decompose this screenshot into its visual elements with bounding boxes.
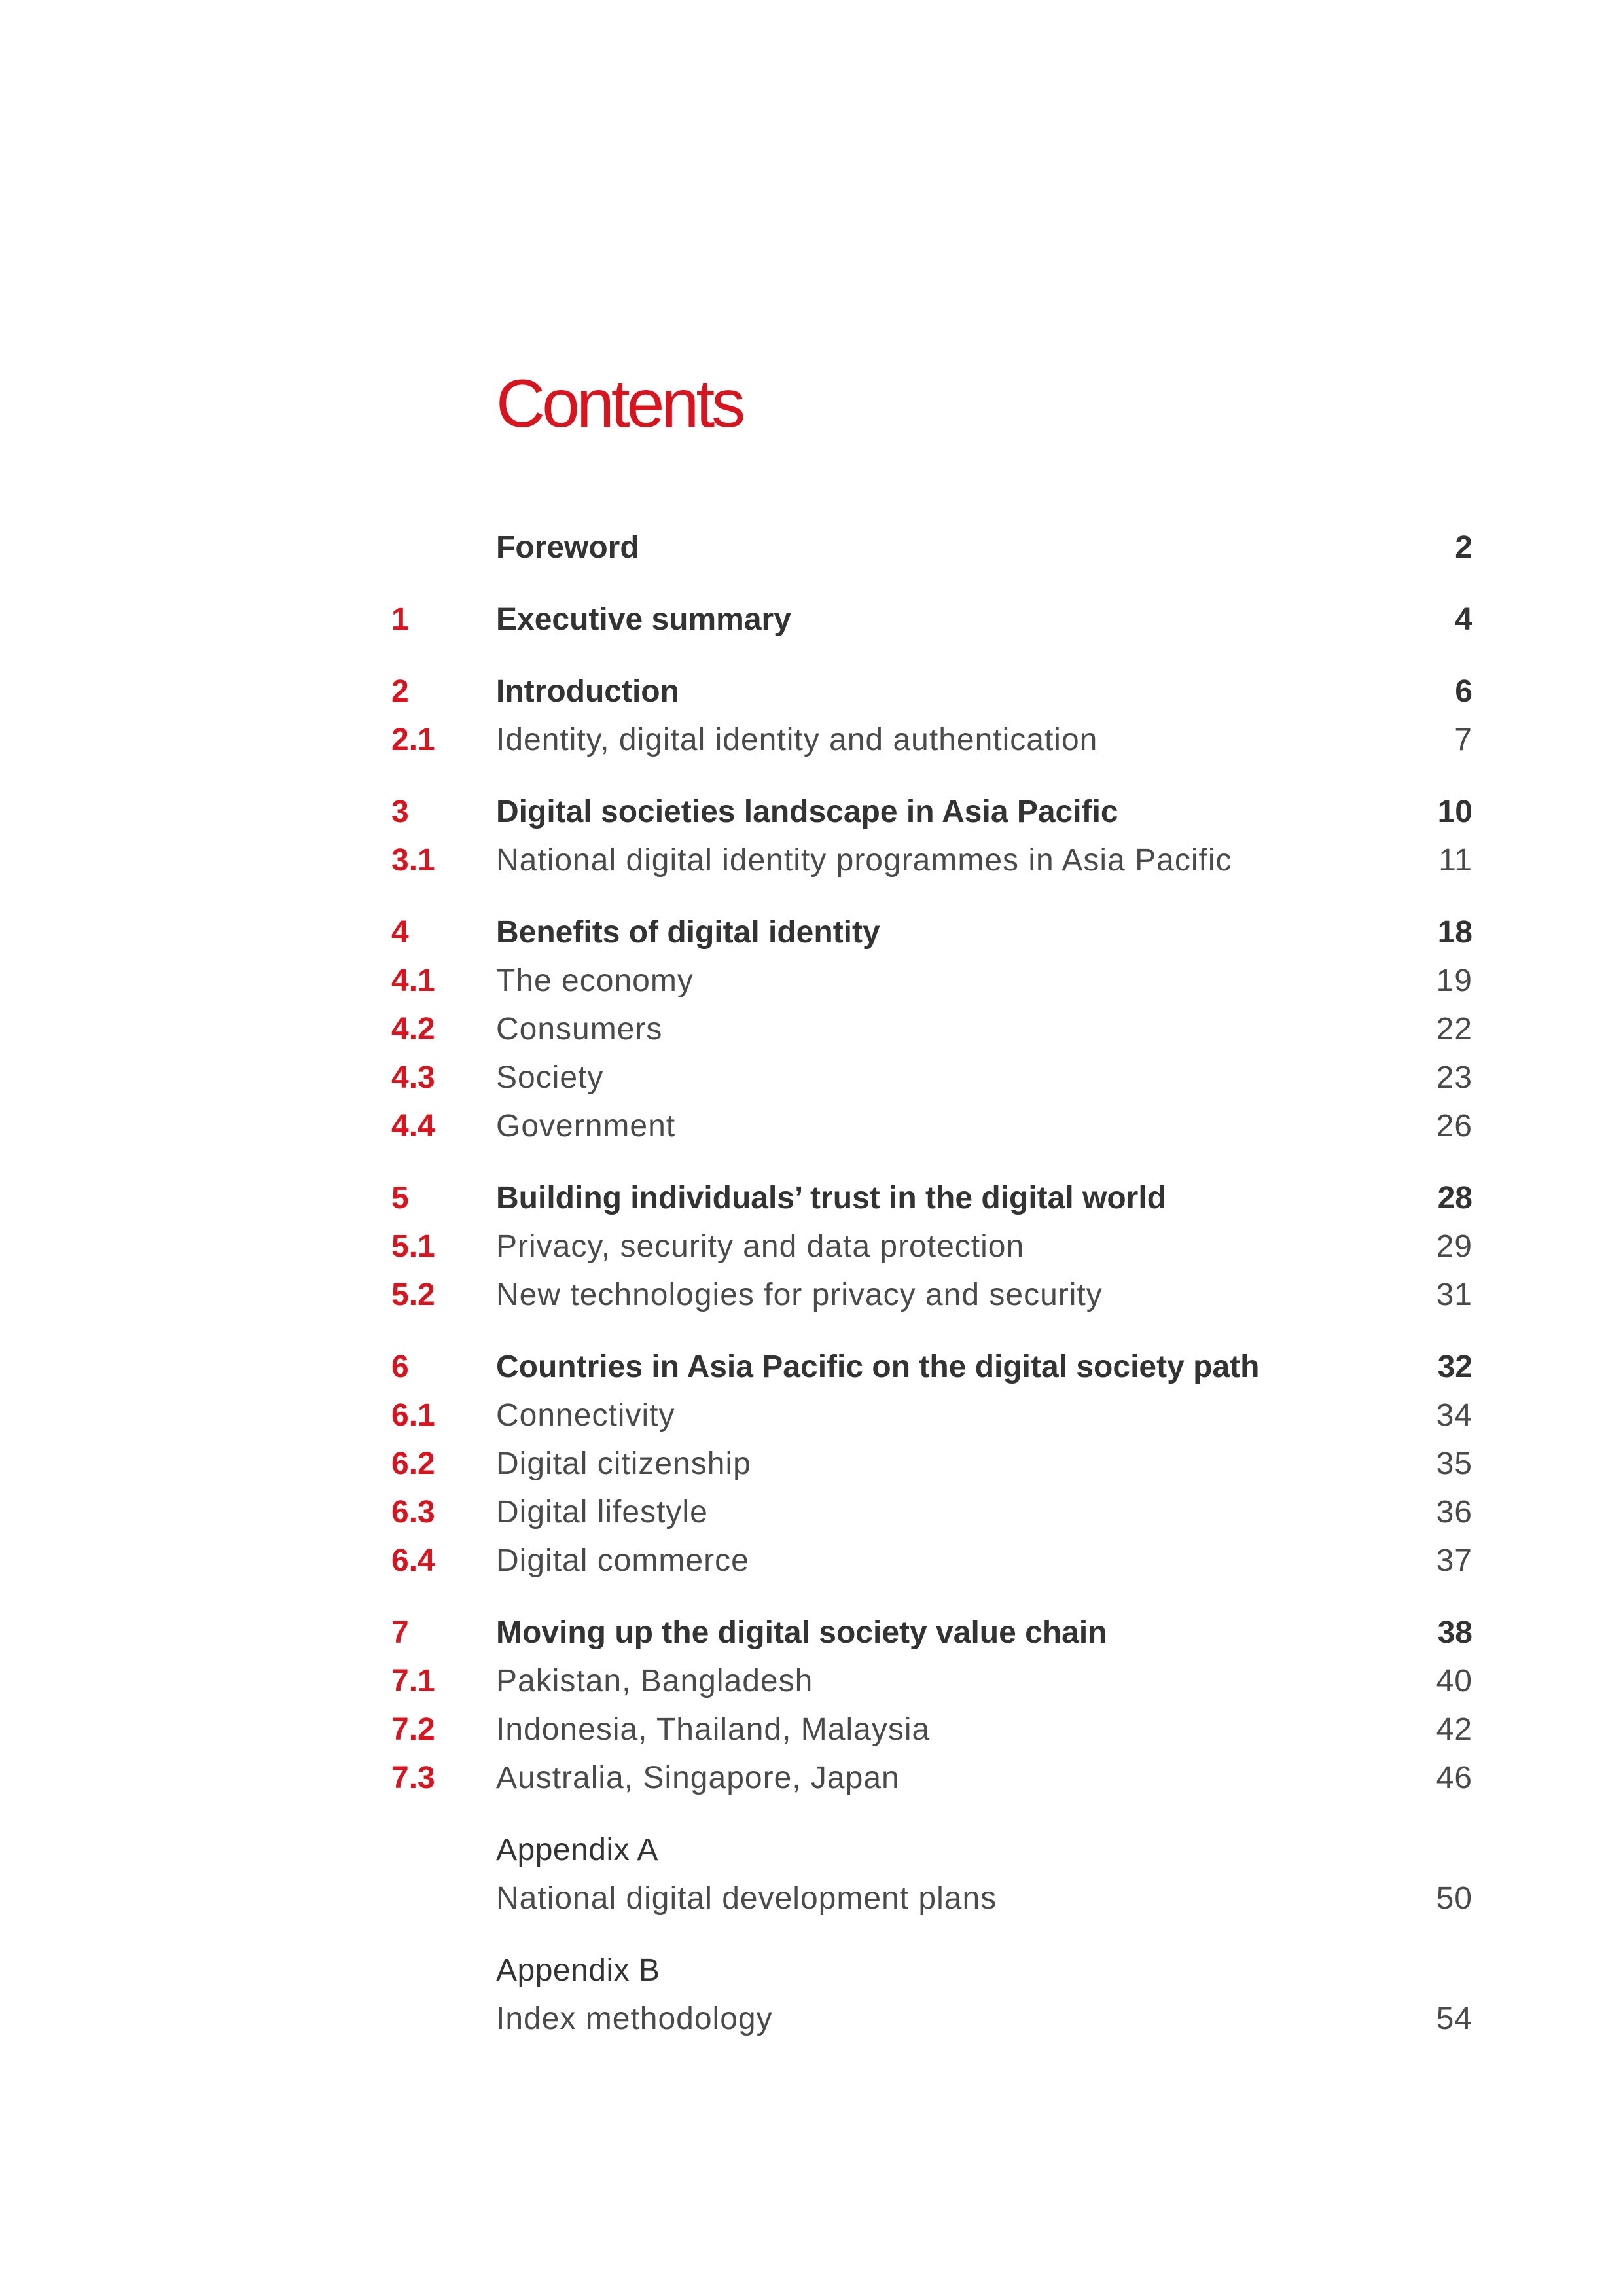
toc-entry[interactable] <box>391 1754 1472 1803</box>
section-number: 6.2 <box>391 1446 435 1481</box>
section-number: 5.1 <box>391 1229 435 1264</box>
toc-entry[interactable] <box>391 524 1472 572</box>
section-title: Index methodology <box>496 2001 773 2036</box>
toc-entry[interactable] <box>391 1706 1472 1754</box>
section-number: 7.2 <box>391 1712 435 1747</box>
section-title: Appendix B <box>496 1953 660 1988</box>
section-title: New technologies for privacy and security <box>496 1278 1103 1312</box>
section-number: 4.2 <box>391 1012 435 1047</box>
toc-entry[interactable] <box>391 1005 1472 1054</box>
page-number: 46 <box>1436 1761 1472 1795</box>
toc-entry[interactable] <box>391 1174 1472 1223</box>
toc-entry[interactable] <box>391 1609 1472 1657</box>
section-number: 1 <box>391 602 409 637</box>
toc-entry[interactable] <box>391 1343 1472 1391</box>
section-title: Digital societies landscape in Asia Pacific <box>496 795 1118 829</box>
section-number: 2.1 <box>391 723 435 757</box>
section-number: 4.1 <box>391 963 435 998</box>
toc-entry[interactable] <box>391 716 1472 764</box>
toc-entry[interactable] <box>391 1874 1472 1923</box>
section-title: Building individuals’ trust in the digital world <box>496 1181 1167 1215</box>
toc-entry[interactable] <box>391 908 1472 957</box>
toc-entry[interactable] <box>391 1271 1472 1319</box>
toc-entry[interactable] <box>391 1102 1472 1151</box>
page-number: 23 <box>1436 1060 1472 1095</box>
page-number: 29 <box>1436 1229 1472 1264</box>
page-number: 19 <box>1436 963 1472 998</box>
section-title: Privacy, security and data protection <box>496 1229 1025 1264</box>
section-title: Society <box>496 1060 604 1095</box>
section-number: 4.3 <box>391 1060 435 1095</box>
section-title: Digital commerce <box>496 1543 749 1578</box>
toc-entry[interactable] <box>391 1391 1472 1440</box>
page-number: 54 <box>1436 2001 1472 2036</box>
page-number: 11 <box>1438 843 1472 878</box>
section-title: Moving up the digital society value chain <box>496 1615 1107 1650</box>
page-number: 35 <box>1436 1446 1472 1481</box>
page-number: 40 <box>1436 1664 1472 1698</box>
toc-entry[interactable] <box>391 1826 1472 1874</box>
section-number: 2 <box>391 674 409 709</box>
page-number: 37 <box>1436 1543 1472 1578</box>
section-title: The economy <box>496 963 694 998</box>
toc-entry[interactable] <box>391 1537 1472 1585</box>
toc-entry[interactable] <box>391 1995 1472 2043</box>
section-number: 3 <box>391 795 409 829</box>
section-number: 6 <box>391 1350 409 1384</box>
page-number: 6 <box>1455 674 1472 709</box>
section-title: National digital identity programmes in Asia Pacific <box>496 843 1232 878</box>
page-number: 2 <box>1455 530 1472 565</box>
section-title: Digital lifestyle <box>496 1495 708 1530</box>
toc-entry[interactable] <box>391 1657 1472 1706</box>
page-number: 32 <box>1437 1350 1472 1384</box>
page-number: 42 <box>1436 1712 1472 1747</box>
page-number: 10 <box>1437 795 1472 829</box>
section-number: 6.4 <box>391 1543 435 1578</box>
toc-entry[interactable] <box>391 1223 1472 1271</box>
page-number: 28 <box>1437 1181 1472 1215</box>
section-number: 7 <box>391 1615 409 1650</box>
section-title: Australia, Singapore, Japan <box>496 1761 900 1795</box>
page-title: Contents <box>496 366 743 442</box>
toc-entry[interactable] <box>391 668 1472 716</box>
page-number: 50 <box>1436 1881 1472 1916</box>
section-title: Government <box>496 1109 676 1143</box>
table-of-contents <box>391 524 1472 2043</box>
section-title: Indonesia, Thailand, Malaysia <box>496 1712 931 1747</box>
section-number: 7.1 <box>391 1664 435 1698</box>
section-number: 7.3 <box>391 1761 435 1795</box>
toc-entry[interactable] <box>391 788 1472 836</box>
section-number: 5.2 <box>391 1278 435 1312</box>
section-number: 5 <box>391 1181 409 1215</box>
section-title: Executive summary <box>496 602 791 637</box>
toc-entry[interactable] <box>391 596 1472 644</box>
section-title: Countries in Asia Pacific on the digital society path <box>496 1350 1260 1384</box>
toc-entry[interactable] <box>391 836 1472 885</box>
toc-entry[interactable] <box>391 1054 1472 1102</box>
section-number: 4.4 <box>391 1109 435 1143</box>
page-number: 4 <box>1455 602 1472 637</box>
section-title: Digital citizenship <box>496 1446 751 1481</box>
section-title: Introduction <box>496 674 679 709</box>
page-number: 22 <box>1436 1012 1472 1047</box>
section-number: 6.1 <box>391 1398 435 1433</box>
page-number: 34 <box>1436 1398 1472 1433</box>
page-number: 26 <box>1436 1109 1472 1143</box>
page-number: 36 <box>1436 1495 1472 1530</box>
section-title: Connectivity <box>496 1398 675 1433</box>
toc-entry[interactable] <box>391 1488 1472 1537</box>
section-title: Benefits of digital identity <box>496 915 880 950</box>
section-number: 4 <box>391 915 409 950</box>
page-number: 7 <box>1454 723 1472 757</box>
toc-entry[interactable] <box>391 957 1472 1005</box>
section-title: National digital development plans <box>496 1881 997 1916</box>
section-number: 6.3 <box>391 1495 435 1530</box>
toc-entry[interactable] <box>391 1440 1472 1488</box>
section-title: Consumers <box>496 1012 663 1047</box>
section-number: 3.1 <box>391 843 435 878</box>
page-number: 31 <box>1436 1278 1472 1312</box>
toc-entry[interactable] <box>391 1946 1472 1995</box>
page-number: 38 <box>1437 1615 1472 1650</box>
section-title: Foreword <box>496 530 639 565</box>
section-title: Appendix A <box>496 1833 658 1867</box>
section-title: Pakistan, Bangladesh <box>496 1664 813 1698</box>
page-number: 18 <box>1437 915 1472 950</box>
section-title: Identity, digital identity and authentication <box>496 723 1098 757</box>
